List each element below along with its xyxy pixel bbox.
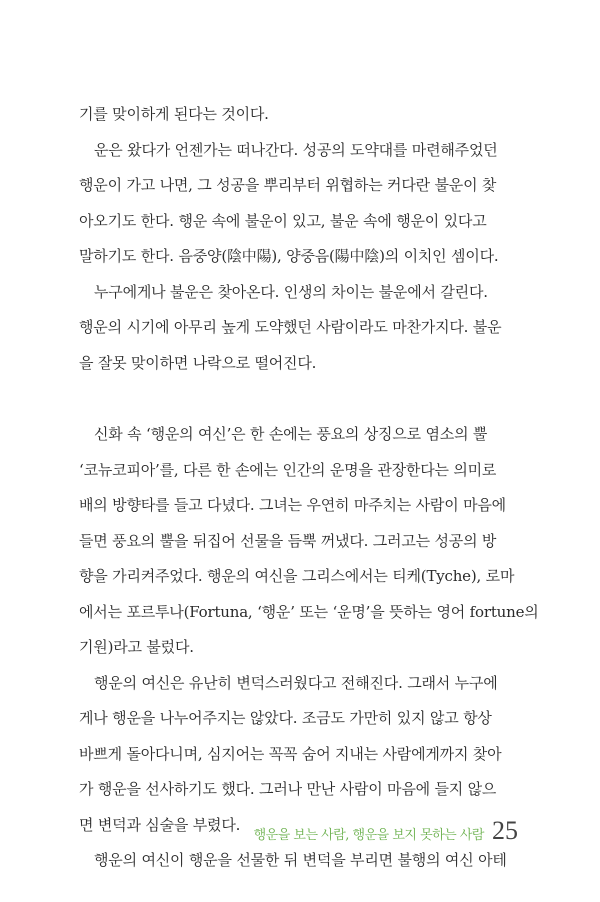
text-line: 향을 가리켜주었다. 행운의 여신을 그리스에서는 티케(Tyche), 로마 — [79, 567, 515, 585]
text-line: ‘코뉴코피아’를, 다른 한 손에는 인간의 운명을 관장한다는 의미로 — [79, 460, 497, 479]
text-line: 행운이 가고 나면, 그 성공을 뿌리부터 위협하는 커다란 불운이 찾 — [79, 176, 497, 194]
text-line: 운은 왔다가 언젠가는 떠나간다. 성공의 도약대를 마련해주었던 — [94, 140, 498, 159]
paragraph-2 — [79, 133, 519, 275]
text-line: 아오기도 한다. 행운 속에 불운이 있고, 불운 속에 행운이 있다고 — [79, 211, 487, 230]
running-title: 행운을 보는 사람, 행운을 보지 못하는 사람 — [253, 828, 484, 843]
paragraph-4 — [79, 417, 539, 666]
text-line: 면 변덕과 심술을 부렸다. — [79, 815, 241, 834]
paragraph-3 — [79, 275, 519, 382]
text-line: 신화 속 ‘행운의 여신’은 한 손에는 풍요의 상징으로 염소의 뿔 — [94, 425, 488, 443]
page-body — [79, 97, 539, 879]
section-break — [79, 381, 519, 417]
text-line: 을 잘못 맞이하면 나락으로 떨어진다. — [79, 353, 317, 372]
page-footer — [254, 816, 518, 850]
text-line: 에서는 포르투나(Fortuna, ‘행운’ 또는 ‘운명’을 뜻하는 영어 fortune의 — [79, 602, 539, 621]
text-line: 바쁘게 돌아다니며, 심지어는 꼭꼭 숨어 지내는 사람에게까지 찾아 — [79, 744, 502, 763]
text-line: 누구에게나 불운은 찾아온다. 인생의 차이는 불운에서 갈린다. — [94, 282, 488, 301]
text-line: 행운의 여신이 행운을 선물한 뒤 변덕을 부리면 불행의 여신 아테 — [94, 851, 507, 869]
text-line: 기를 맞이하게 된다는 것이다. — [79, 105, 269, 123]
text-line: 배의 방향타를 들고 다녔다. 그녀는 우연히 마주치는 사람이 마음에 — [79, 496, 506, 514]
text-line: 말하기도 한다. 음중양(陰中陽), 양중음(陽中陰)의 이치인 셈이다. — [79, 247, 499, 265]
text-line: 기원)라고 불렀다. — [79, 638, 194, 656]
text-line: 가 행운을 선사하기도 했다. 그러나 만난 사람이 마음에 들지 않으 — [79, 780, 497, 798]
paragraph-1 — [79, 97, 519, 133]
text-line: 행운의 시기에 아무리 높게 도약했던 사람이라도 마찬가지다. 불운 — [79, 318, 502, 336]
page-number: 25 — [492, 816, 518, 845]
text-line: 행운의 여신은 유난히 변덕스러웠다고 전해진다. 그래서 누구에 — [94, 673, 498, 692]
text-line: 게나 행운을 나누어주지는 않았다. 조금도 가만히 있지 않고 항상 — [79, 709, 492, 727]
text-line: 들면 풍요의 뿔을 뒤집어 선물을 듬뿍 꺼냈다. 그러고는 성공의 방 — [79, 531, 497, 550]
